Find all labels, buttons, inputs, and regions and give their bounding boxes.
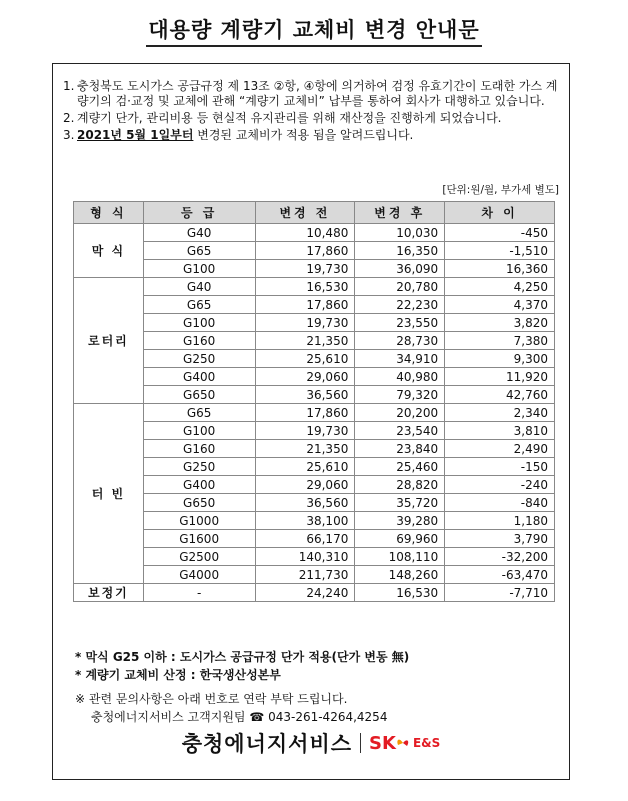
table-row [74,566,555,584]
cell-grade: G400 [143,368,255,386]
cell-before: 17,860 [255,404,355,422]
notice-number: 2. [63,111,75,125]
table-row [74,386,555,404]
effective-date: 2021년 5월 1일부터 [77,128,194,142]
es-logo-text: E&S [412,736,441,750]
cell-before: 17,860 [255,296,355,314]
cell-diff: -150 [445,458,555,476]
cell-diff: -32,200 [445,548,555,566]
cell-before: 21,350 [255,332,355,350]
cell-grade: G40 [143,278,255,296]
cell-diff: -840 [445,494,555,512]
table-row [74,440,555,458]
cell-after: 23,540 [355,422,445,440]
cell-diff: 1,180 [445,512,555,530]
table-row [74,242,555,260]
table-row [74,368,555,386]
brand-footer [53,728,569,758]
cell-grade: G65 [143,242,255,260]
cell-after: 20,200 [355,404,445,422]
cell-before: 29,060 [255,476,355,494]
cell-after: 148,260 [355,566,445,584]
company-name: 충청에너지서비스 [181,732,353,756]
title-wrap [0,14,628,47]
cell-before: 19,730 [255,314,355,332]
table-row [74,404,555,422]
notice-box [52,63,570,780]
table-row [74,584,555,602]
table-row [74,260,555,278]
cell-diff: 4,250 [445,278,555,296]
notice-text [77,128,563,143]
cell-grade: G160 [143,440,255,458]
contact-info [75,690,555,726]
cell-before: 16,530 [255,278,355,296]
cell-grade: - [143,584,255,602]
cell-diff: 2,490 [445,440,555,458]
notice-item [63,128,563,143]
cell-before: 25,610 [255,458,355,476]
table-row [74,296,555,314]
cell-after: 10,030 [355,224,445,242]
cell-grade: G40 [143,224,255,242]
cell-grade: G100 [143,422,255,440]
cell-before: 19,730 [255,260,355,278]
notice-number: 3. [63,128,75,142]
cell-after: 20,780 [355,278,445,296]
cell-after: 28,820 [355,476,445,494]
cell-before: 21,350 [255,440,355,458]
table-header-row [74,202,555,224]
cell-diff: 2,340 [445,404,555,422]
cell-diff: 3,820 [445,314,555,332]
cell-diff: -7,710 [445,584,555,602]
cell-after: 40,980 [355,368,445,386]
brand-divider [360,733,361,753]
table-row [74,332,555,350]
unit-note: [단위:원/월, 부가세 별도] [442,184,559,196]
table-row [74,530,555,548]
cell-before: 17,860 [255,242,355,260]
notice-list [63,79,563,145]
notice-item [63,111,563,126]
cell-before: 29,060 [255,368,355,386]
table-row [74,224,555,242]
cell-grade: G65 [143,296,255,314]
table-row [74,314,555,332]
table-row [74,494,555,512]
cell-diff: 3,810 [445,422,555,440]
cell-after: 22,230 [355,296,445,314]
contact-phone: 충청에너지서비스 고객지원팀 ☎ 043-261-4264,4254 [91,710,388,724]
cell-after: 36,090 [355,260,445,278]
cell-after: 35,720 [355,494,445,512]
cell-diff: -240 [445,476,555,494]
cell-grade: G4000 [143,566,255,584]
notice-text: 계량기 단가, 관리비용 등 현실적 유지관리를 위해 재산정을 진행하게 되었습니다. [77,111,502,125]
cell-grade: G250 [143,350,255,368]
table-row [74,458,555,476]
table-row [74,422,555,440]
cell-before: 38,100 [255,512,355,530]
table-body [74,224,555,602]
notice-text-rest: 변경된 교체비가 적용 됨을 알려드립니다. [193,128,414,142]
table-row [74,278,555,296]
cell-type: 로터리 [74,278,144,404]
cell-grade: G650 [143,386,255,404]
cell-before: 211,730 [255,566,355,584]
page-title: 대용량 계량기 교체비 변경 안내문 [146,14,481,47]
cell-type: 막 식 [74,224,144,278]
cell-before: 66,170 [255,530,355,548]
cell-diff: 3,790 [445,530,555,548]
footnote: * 막식 G25 이하 : 도시가스 공급규정 단가 적용(단가 변동 無) [75,650,410,664]
cell-after: 39,280 [355,512,445,530]
cell-after: 16,350 [355,242,445,260]
footnotes [75,648,555,726]
header-after: 변경 후 [355,202,445,224]
cell-before: 140,310 [255,548,355,566]
notice-number: 1. [63,79,75,93]
notice-text: 충청북도 도시가스 공급규정 제 13조 ②항, ④항에 의거하여 검정 유효기간이 도래한 가스 계량기의 검·교정 및 교체에 관해 “계량기 교체비” 납부를 통하여 회사가 대행하고 있습니다. [77,79,558,108]
cell-after: 25,460 [355,458,445,476]
cell-diff: 11,920 [445,368,555,386]
cell-after: 108,110 [355,548,445,566]
cell-diff: 9,300 [445,350,555,368]
sk-logo-text: SK [369,732,396,754]
cell-grade: G250 [143,458,255,476]
cell-grade: G100 [143,260,255,278]
header-before: 변경 전 [255,202,355,224]
cell-before: 36,560 [255,386,355,404]
cell-after: 79,320 [355,386,445,404]
cell-diff: -1,510 [445,242,555,260]
sk-es-logo [369,733,440,754]
cell-type: 보정기 [74,584,144,602]
cell-before: 36,560 [255,494,355,512]
cell-before: 19,730 [255,422,355,440]
table-row [74,476,555,494]
header-grade: 등 급 [143,202,255,224]
header-type: 형 식 [74,202,144,224]
table-row [74,548,555,566]
fee-table [73,201,555,602]
cell-before: 25,610 [255,350,355,368]
cell-diff: 16,360 [445,260,555,278]
butterfly-icon [396,736,410,750]
cell-grade: G650 [143,494,255,512]
footnote: * 계량기 교체비 산정 : 한국생산성본부 [75,668,281,682]
cell-grade: G1600 [143,530,255,548]
cell-grade: G65 [143,404,255,422]
cell-after: 69,960 [355,530,445,548]
cell-after: 34,910 [355,350,445,368]
cell-after: 28,730 [355,332,445,350]
cell-grade: G2500 [143,548,255,566]
cell-after: 23,550 [355,314,445,332]
cell-before: 10,480 [255,224,355,242]
cell-diff: -63,470 [445,566,555,584]
cell-grade: G1000 [143,512,255,530]
contact-line: ※ 관련 문의사항은 아래 번호로 연락 부탁 드립니다. [75,692,348,706]
cell-grade: G100 [143,314,255,332]
header-diff: 차 이 [445,202,555,224]
cell-diff: 4,370 [445,296,555,314]
cell-after: 23,840 [355,440,445,458]
cell-diff: 7,380 [445,332,555,350]
cell-diff: -450 [445,224,555,242]
cell-after: 16,530 [355,584,445,602]
cell-type: 터 빈 [74,404,144,584]
notice-item [63,79,563,109]
cell-before: 24,240 [255,584,355,602]
cell-grade: G400 [143,476,255,494]
table-row [74,350,555,368]
cell-diff: 42,760 [445,386,555,404]
table-row [74,512,555,530]
cell-grade: G160 [143,332,255,350]
